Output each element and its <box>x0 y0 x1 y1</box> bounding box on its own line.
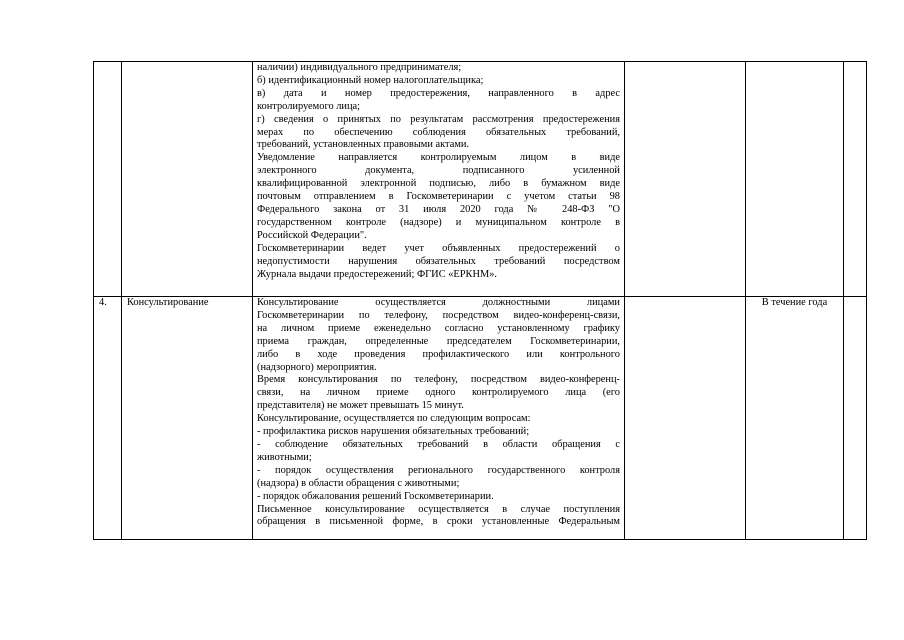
text-line: Время консультирования по телефону, посредством видео-конференц- <box>257 374 620 386</box>
text-line: контролируемого лица; <box>257 100 361 112</box>
prevention-measures-table <box>93 61 867 540</box>
text-line: электронного документа, подписанного усиленной <box>257 165 620 177</box>
text-line: Журнала выдачи предостережений; ФГИС «ЕРКНМ». <box>257 268 498 280</box>
text-line: - соблюдение обязательных требований в области обращения с <box>257 438 620 450</box>
text-line: представителя) не может превышать 15 минут. <box>257 400 464 412</box>
text-line: Уведомление направляется контролируемым лицом в виде <box>257 152 620 164</box>
text-line: требований, установленных правовыми актами. <box>257 139 470 151</box>
text-line: - профилактика рисков нарушения обязательных требований; <box>257 426 530 438</box>
text-line: г) сведения о принятых по результатам рассмотрения предостережения <box>257 113 620 125</box>
text-line: Госкомветеринарии ведет учет объявленных предостережений о <box>257 242 620 254</box>
timing-cell: В течение года <box>746 297 844 540</box>
text-line: в) дата и номер предостережения, направленного в адрес <box>257 87 620 99</box>
row-number-cell: 4. <box>94 297 122 540</box>
text-line: связи, на личном приеме одного контролируемого лица (его <box>257 387 620 399</box>
timing-cell <box>746 62 844 297</box>
text-line: Федерального закона от 31 июля 2020 года № 248-ФЗ "О <box>257 203 620 215</box>
responsible-cell <box>625 62 746 297</box>
extra-cell <box>844 297 867 540</box>
content-lines <box>257 297 620 529</box>
text-line: Госкомветеринарии по телефону, посредством видео-конференц-связи, <box>257 309 620 321</box>
text-line: (надзорного) мероприятия. <box>257 361 377 373</box>
text-line: - порядок осуществления регионального государственного контроля <box>257 464 620 476</box>
row-number-cell <box>94 62 122 297</box>
text-line: животными; <box>257 451 312 463</box>
text-line: Консультирование, осуществляется по следующим вопросам: <box>257 413 531 425</box>
text-line: почтовым отправлением в Госкомветеринарии с учетом статьи 98 <box>257 191 620 203</box>
measure-content-cell <box>253 297 625 540</box>
table-row <box>94 297 867 540</box>
content-lines <box>257 62 620 281</box>
text-line: либо в ходе проведения профилактического или контрольного <box>257 348 620 360</box>
text-line: государственном контроле (надзоре) и муниципальном контроле в <box>257 216 620 228</box>
responsible-cell <box>625 297 746 540</box>
measure-content-cell <box>253 62 625 297</box>
text-line: наличии) индивидуального предпринимателя; <box>257 62 462 73</box>
text-line: (надзора) в области обращения с животными; <box>257 477 460 489</box>
text-line: Российской Федерации". <box>257 229 367 241</box>
text-line: на личном приеме еженедельно согласно установленному графику <box>257 322 620 334</box>
text-line: недопустимости нарушения обязательных требований посредством <box>257 255 620 267</box>
measure-name-cell: Консультирование <box>122 297 253 540</box>
text-line: мерах по обеспечению соблюдения обязательных требований, <box>257 126 620 138</box>
text-line: - порядок обжалования решений Госкомветеринарии. <box>257 490 494 502</box>
text-line: обращения в письменной форме, в сроки установленные Федеральным <box>257 516 620 528</box>
measure-name-cell <box>122 62 253 297</box>
text-line: б) идентификационный номер налогоплательщика; <box>257 74 484 86</box>
text-line: Письменное консультирование осуществляется в случае поступления <box>257 503 620 515</box>
text-line: Консультирование осуществляется должностными лицами <box>257 297 620 308</box>
extra-cell <box>844 62 867 297</box>
table-row <box>94 62 867 297</box>
text-line: приема граждан, определенные председателем Госкомветеринарии, <box>257 335 620 347</box>
text-line: квалифицированной электронной подписью, либо в бумажном виде <box>257 178 620 190</box>
